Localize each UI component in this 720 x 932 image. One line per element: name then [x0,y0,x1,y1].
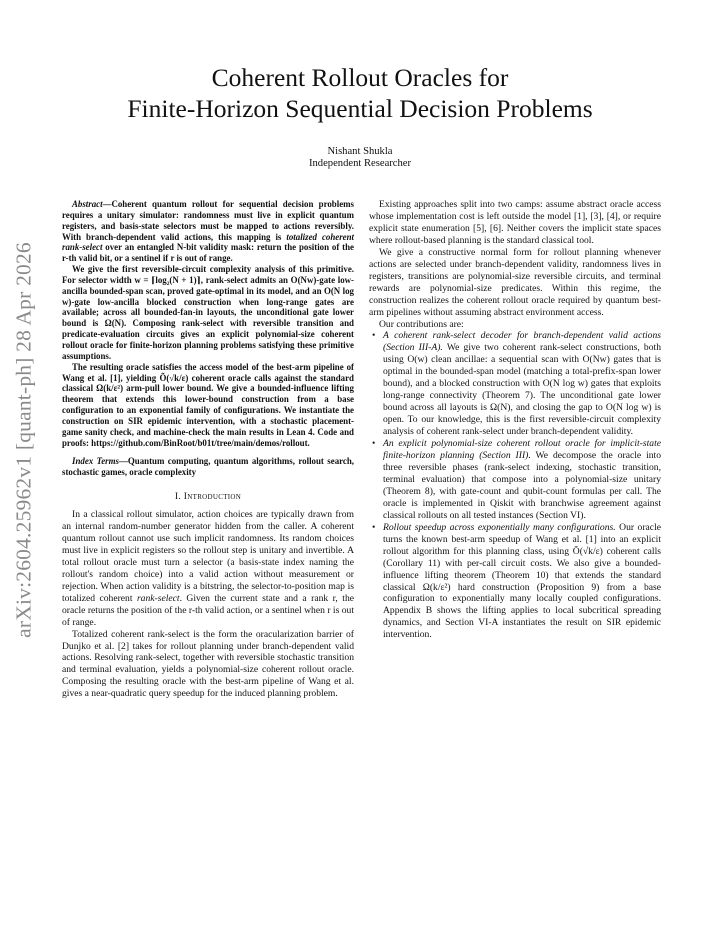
index-terms-text: —Quantum computing, quantum algorithms, rollout search, stochastic games, oracle complexity [62,456,355,478]
arxiv-identifier-text: arXiv:2604.25962v1 [quant-ph] 28 Apr 2026 [11,242,36,638]
contribution-2-lead: An explicit polynomial-size coherent rollout oracle for implicit-state finite-horizon planning (Section III). [383,438,661,462]
intro-text-a: In a classical rollout simulator, action choices are typically drawn from an internal random-number generator hidden from the caller. A coherent quantum rollout cannot use such implicit randomness. Its random choices must live in explicit registers so the rollout step is unitary and invertible. A total rollout oracle must turn a selector (a basis-state index naming the rollout's random choice) into a valid action without measurement or rejection. When action validity is a bitstring, the selector-to-position map is totalized coherent [62,509,354,604]
arxiv-identifier [4,220,44,660]
contribution-2-body: We decompose the oracle into three reversible phases (rank-select indexing, stochastic transition, terminal evaluation) that compose into a polynomial-size unitary (Theorem 8), with gate-count and qubit-count formulas per call. The oracle is implemented in Qiskit with branchwise agreement against classical rollouts on all tested instances (Section VI). [383,450,661,521]
author-name: Nishant Shukla [327,146,393,157]
intro-paragraph-1 [62,509,354,629]
abstract-paragraph-1 [62,199,354,264]
contributions-intro: Our contributions are: [379,318,464,330]
contribution-1-lead: A coherent rank-select decoder for branch-dependent valid actions (Section III-A). [383,330,661,354]
left-column [62,199,354,700]
abstract-label: Abstract [72,199,103,209]
intro-text-b: . Given the current state and a rank r, the oracle returns the position of the r-th valid action, or a sentinel when r is out of range. [62,592,354,628]
index-terms-label: Index Terms [72,456,119,467]
abstract-emphasis: totalized coherent rank-select [62,231,354,253]
abstract-text-b: over an entangled N-bit validity mask: return the position of the r-th valid bit, or a sentinel if r is out of range. [62,242,354,264]
contribution-item-1 [369,330,661,438]
right-paragraph-2: We give a constructive normal form for rollout planning whenever actions are selected under branch-dependent validity, randomness lives in registers, transitions are polynomial-size reversible circuits, and terminal rewards are polynomial-size predicates. Within this regime, the construction realizes the coherent rollout oracle required by quantum best-arm pipelines without assuming abstract environment access. [369,246,661,318]
paper-title [60,62,660,124]
title-line-2: Finite-Horizon Sequential Decision Problems [127,94,593,123]
title-line-1: Coherent Rollout Oracles for [211,63,509,92]
right-paragraph-1: Existing approaches split into two camps: assume abstract oracle access whose implementation cost is left outside the model [1], [3], [4], or require explicit state enumeration [5], [6]. Neither covers the implicit state spaces where rollout-based planning is the standard classical tool. [369,199,661,246]
author-affiliation: Independent Researcher [308,158,412,169]
right-column [369,199,661,641]
contribution-3-lead: Rollout speedup across exponentially many configurations. [383,521,616,533]
contribution-item-2 [369,438,661,522]
intro-emphasis: rank-select [136,592,180,604]
abstract-text-a: —Coherent quantum rollout for sequential decision problems requires a unitary simulator: randomness must live in explicit quantum registers, and basis-state selectors must be mapped to actions reversibly. With branch-dependent valid actions, this mapping is [62,199,354,242]
contribution-item-3 [369,522,661,642]
abstract-paragraph-2: We give the first reversible-circuit complexity analysis of this primitive. For selector width w = ⌈log₂(N + 1)⌉, rank-select admits an O(Nw)-gate low-ancilla bounded-span scan, proved gate-optimal in its model, and an O(N log w)-gate low-ancilla blocked construction when long-range gates are available; across all bounded-fan-in layouts, the unconditional gate lower bound is Ω(N). Composing rank-select with reversible transition and predicate-evaluation circuits gives an explicit polynomial-size coherent rollout oracle for finite-horizon planning problems satisfying these primitive assumptions. [62,264,354,361]
index-terms [62,456,354,478]
abstract-paragraph-3: The resulting oracle satisfies the access model of the best-arm pipeline of Wang et al. [1], yielding Õ(√k/ε) coherent oracle calls against the standard classical Ω(k/ε²) arm-pull lower bound. We give a bounded-influence lifting theorem that extends this lower-bound construction from a base configuration to an exponential family of configurations. We instantiate the construction on SIR epidemic intervention, with a stochastic placement-game sanity check, and machine-check the main results in Lean 4. Code and proofs: https://github.com/BinRoot/b01t/tree/main/demos/rollout. [62,361,354,448]
section-heading-introduction: I. Introduction [174,491,242,503]
contribution-1-body: We give two coherent rank-select constructions, both using O(w) clean ancillae: a sequential scan with O(Nw) gates that is optimal in the bounded-span model (matching a total-prefix-span lower bound), and a blocked construction with O(N log w) gates that exploits long-range connectivity (Theorem 7). The unconditional gate lower bound across all layouts is Ω(N), and closing the gap to O(N log w) is open. To our knowledge, this is the first reversible-circuit complexity analysis of coherent rank-select under branch-dependent validity. [383,342,661,438]
intro-paragraph-2: Totalized coherent rank-select is the form the oracularization barrier of Dunjko et al. [2] takes for rollout planning under branch-dependent valid actions. Resolving rank-select, together with reversible stochastic transition and terminal evaluation, yields a polynomial-size coherent rollout oracle. Composing the resulting oracle with the best-arm pipeline of Wang et al. gives a near-quadratic query speedup for the induced planning problem. [62,628,354,700]
contribution-3-body: Our oracle turns the known best-arm speedup of Wang et al. [1] into an explicit rollout algorithm for this planning class, using Õ(√k/ε) coherent calls (Corollary 11) with per-call circuit costs. We also give a bounded-influence lifting theorem (Theorem 10) that extends the standard classical Ω(k/ε²) hard construction (Proposition 9) from a base configuration to exponentially many locally coupled configurations. Appendix B shows the lifting applies to local subcritical spreading dynamics, and Section VI-A instantiates the result on SIR epidemic intervention. [383,521,661,641]
author-block [0,146,720,170]
